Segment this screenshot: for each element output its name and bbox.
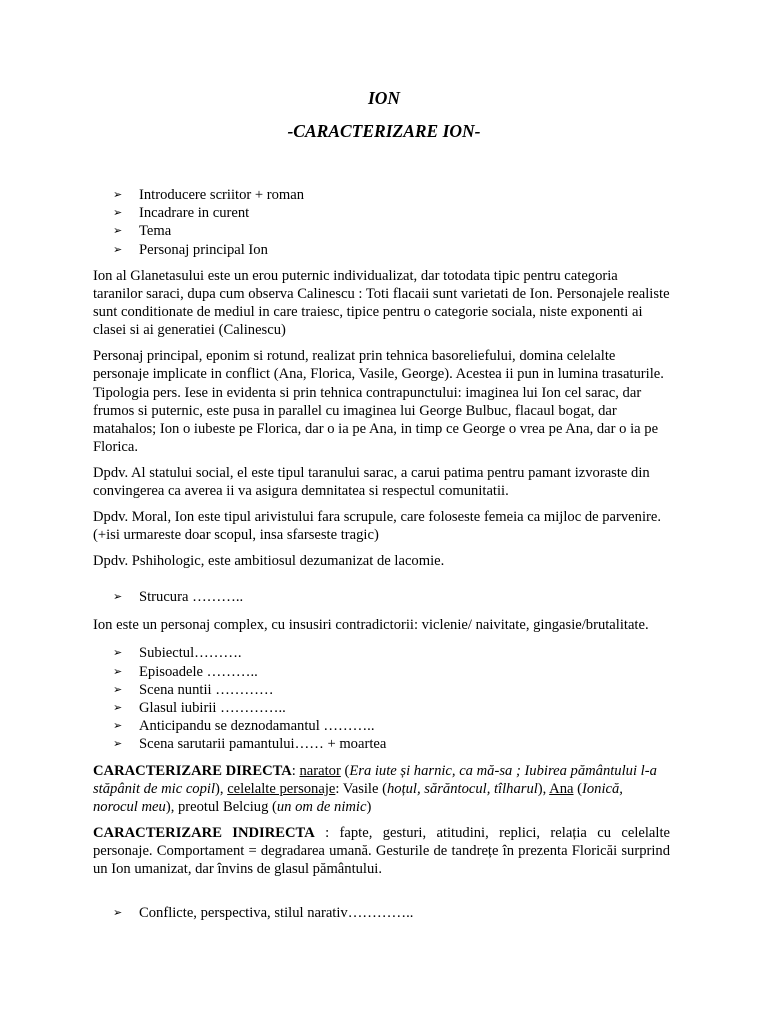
arrowhead-bullet-icon: ➢ [113,701,123,715]
arrowhead-bullet-icon: ➢ [113,242,123,256]
arrowhead-bullet-icon: ➢ [113,719,123,733]
arrowhead-bullet-icon: ➢ [113,682,123,696]
list-item [93,681,670,699]
paragraph-statut-social: Dpdv. Al statului social, el este tipul taranului sarac, a carui patima pentru pamant izvoraste din convingerea ca averea ii va asigura demnitatea si respectul comunitatii. [93,465,650,500]
list-item-text: Subiectul………. [139,645,242,662]
list-item-text: Incadrare in curent [139,205,250,222]
paragraph-caracterizare-directa [93,762,670,817]
arrowhead-bullet-icon: ➢ [113,906,123,919]
belciug-quote: un om de nimic [276,799,367,816]
list-item-text: Tema [139,223,172,240]
indirect-text: : fapte, gesturi, atitudini, replici, relația cu celelalte personaje. Comportament = degradarea umană. Gesturile de tandrețe în prezenta Floricăi surprind un Ion umanizat, dar învins de glasul pământului. [93,824,671,878]
final-bullet-list [93,904,670,922]
list-item-text: Episoadele ……….. [139,663,258,680]
content-section-3 [93,904,670,922]
list-item-text: Scena nuntii ………… [139,681,274,698]
direct-text-7: ) [366,799,372,816]
intro-bullet-list [93,186,670,259]
direct-colon: : [291,762,300,779]
arrowhead-bullet-icon: ➢ [113,224,123,238]
document-title: ION [367,88,401,108]
narator-quote: Era iute și harnic, ca mă-sa ; Iubirea pământului l-a stăpânit de mic copil [93,762,657,797]
list-item-text: Scena sarutarii pamantului…… + moartea [139,736,387,753]
paragraph-personaj-principal: Personaj principal, eponim si rotund, realizat prin tehnica basoreliefului, domina celelalte personaje implicate in conflict (Ana, Florica, Vasile, George). Acestea ii pun in lumina trasaturile. Tipologia pers. Iese in evidenta si prin tehnica contrapunctului: imaginea lui Ion cel sarac, dar frumos si puternic, este pusa in parallel cu imaginea lui George Bulbuc, flacaul bogat, dar matahalos; Ion o iubeste pe Florica, dar o ia pe Ana, in timp ce George o vrea pe Ana, dar o ia pe Florica. [93,348,664,456]
list-item [93,717,670,735]
direct-heading: CARACTERIZARE DIRECTA [93,762,292,779]
list-item [93,663,670,681]
content-section-1 [93,186,670,578]
list-item-text: Introducere scriitor + roman [139,187,305,203]
list-item-text: Strucura ……….. [139,589,244,605]
document-subtitle: -CARACTERIZARE ION- [287,121,481,141]
paragraph-psihologic: Dpdv. Pshihologic, este ambitiosul dezumanizat de lacomie. [93,553,445,570]
list-item-text: Conflicte, perspectiva, stilul narativ………….. [139,905,414,921]
vasile-quote: hoțul, sărăntocul, tîlharul [386,780,538,797]
arrowhead-bullet-icon: ➢ [113,590,123,603]
ana-quote: Ionică, norocul meu [93,780,623,816]
list-item [93,699,670,717]
arrowhead-bullet-icon: ➢ [113,188,123,201]
direct-text-1: ( [340,762,350,779]
arrowhead-bullet-icon: ➢ [113,646,123,660]
list-item-text: Anticipandu se deznodamantul ……….. [139,718,375,735]
paragraph-moral: Dpdv. Moral, Ion este tipul arivistului fara scrupule, care foloseste femeia ca mijloc de parvenire. (+isi urmareste doar scopul, insa sfarseste tragic) [93,509,661,544]
content-section-2 [93,588,670,886]
list-item [93,204,670,222]
direct-text-4: ), [537,780,550,797]
list-item [93,241,670,259]
paragraph-personaj-complex: Ion este un personaj complex, cu insusiri contradictorii: viclenie/ naivitate, gingasie/brutalitate. [93,617,649,634]
direct-text-6: ), preotul Belciug ( [165,799,277,816]
paragraph-caracterizare-indirecta [93,824,670,879]
paragraph-glanetasu: Ion al Glanetasului este un erou puternic individualizat, dar totodata tipic pentru categoria taranilor saraci, dupa cum observa Calinescu : Toti flacaii sunt varietati de Ion. Personajele realiste sunt conditionate de mediul in care traiesc, tipice pentru o categorie sociala, niste exponenti ai clasei si ai generatiei (Calinescu) [93,267,670,339]
arrowhead-bullet-icon: ➢ [113,737,123,751]
list-item [93,644,670,662]
list-item [93,904,670,922]
direct-text-5: ( [573,780,582,797]
list-item [93,222,670,240]
list-item [93,735,670,753]
list-item [93,588,670,606]
arrowhead-bullet-icon: ➢ [113,206,123,220]
list-item-text: Glasul iubirii ………….. [139,700,286,717]
direct-text-3: : Vasile ( [335,780,387,797]
episodes-bullet-list [93,644,670,753]
list-item [93,186,670,204]
arrowhead-bullet-icon: ➢ [113,664,123,678]
other-characters-label: celelalte personaje [227,780,336,797]
narator-label: narator [299,762,341,779]
direct-text-2: ), [215,780,228,797]
indirect-heading: CARACTERIZARE INDIRECTA [93,824,315,841]
ana-label: Ana [549,780,574,797]
structure-bullet-list [93,588,670,606]
list-item-text: Personaj principal Ion [139,241,268,258]
